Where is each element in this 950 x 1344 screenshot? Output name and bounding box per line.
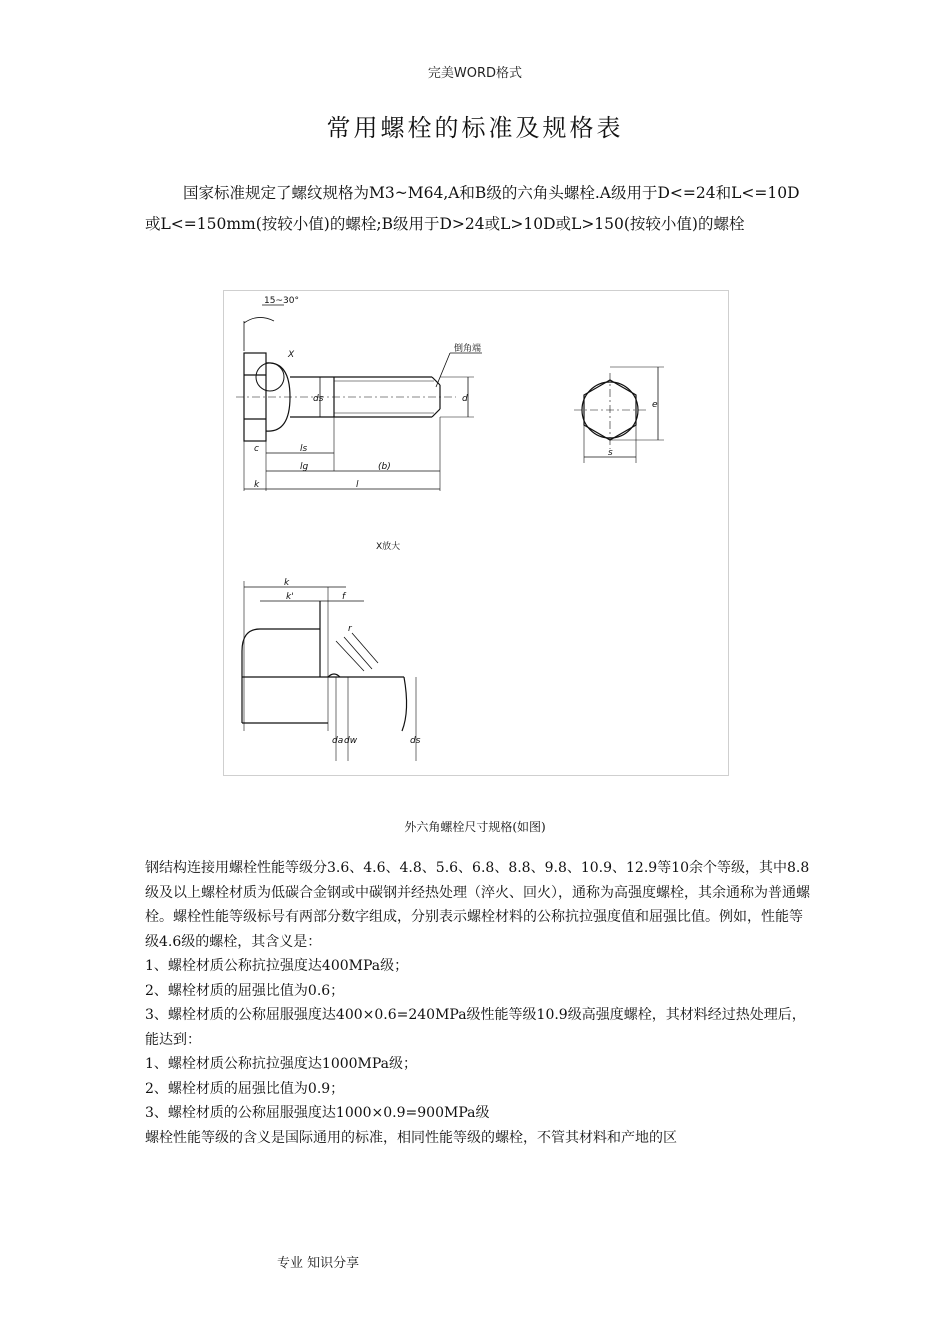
label-chamfer: 倒角端 <box>454 344 482 354</box>
body-paragraph: 1、螺栓材质公称抗拉强度达1000MPa级； <box>145 1056 418 1072</box>
body-paragraph: 螺栓性能等级的含义是国际通用的标准，相同性能等级的螺栓，不管其材料和产地的区 <box>145 1129 677 1146</box>
body-paragraph: 2、螺栓材质的屈强比值为0.6； <box>145 982 345 999</box>
label-da: da <box>332 736 344 746</box>
label-x: X <box>288 350 295 360</box>
body-text <box>145 856 810 1150</box>
label-r: r <box>348 624 352 634</box>
label-s: s <box>608 448 613 458</box>
label-ds2: ds <box>410 736 421 746</box>
body-paragraph: 2、螺栓材质的屈强比值为0.9； <box>145 1080 345 1097</box>
label-dw: dw <box>344 736 358 746</box>
label-c: c <box>254 444 259 454</box>
label-f: f <box>342 592 346 602</box>
detail-x-enlarged <box>242 581 416 761</box>
bolt-side-view <box>236 305 482 491</box>
body-paragraph: 3、螺栓材质的公称屈服强度达400×0.6=240MPa级性能等级10.9级高强度螺栓，其材料经过热处理后，能达到： <box>145 1007 806 1048</box>
figure-caption: 外六角螺栓尺寸规格(如图) <box>404 820 546 834</box>
intro-paragraph: 国家标准规定了螺纹规格为M3~M64,A和B级的六角头螺栓.A级用于D<=24和L<=10D或L<=150mm(按较小值)的螺栓;B级用于D>24或L>10D或L>150(按较小值)的螺栓 <box>145 184 800 233</box>
label-e: e <box>652 400 658 410</box>
label-x-enlarged: X放大 <box>376 542 401 552</box>
label-ds: ds <box>313 394 324 404</box>
body-paragraph: 1、螺栓材质公称抗拉强度达400MPa级； <box>145 958 409 974</box>
body-paragraph: 钢结构连接用螺栓性能等级分3.6、4.6、4.8、5.6、6.8、8.8、9.8、10.9、12.9等10余个等级，其中8.8级及以上螺栓材质为低碳合金钢或中碳钢并经热处理（淬火、回火），通称为高强度螺栓，其余通称为普通螺栓。螺栓性能等级标号有两部分数字组成，分别表示螺栓材料的公称抗拉强度值和屈强比值。例如，性能等级4.6级的螺栓，其含义是： <box>145 860 810 950</box>
label-lg: lg <box>300 462 309 472</box>
hex-top-view <box>574 367 664 463</box>
page-header: 完美WORD格式 <box>427 66 523 81</box>
label-l: l <box>356 480 359 490</box>
page-footer: 专业 知识分享 <box>277 1256 360 1271</box>
label-k2: k <box>284 578 290 588</box>
label-b: (b) <box>378 462 391 472</box>
document-title: 常用螺栓的标准及规格表 <box>326 114 624 142</box>
label-k-prime: k' <box>286 592 294 602</box>
label-angle: 15~30° <box>264 296 299 306</box>
label-d: d <box>462 394 468 404</box>
label-k: k <box>254 480 260 490</box>
label-ls: ls <box>300 444 308 454</box>
bolt-dimension-figure <box>223 290 729 776</box>
body-paragraph: 3、螺栓材质的公称屈服强度达1000×0.9=900MPa级 <box>145 1105 490 1121</box>
